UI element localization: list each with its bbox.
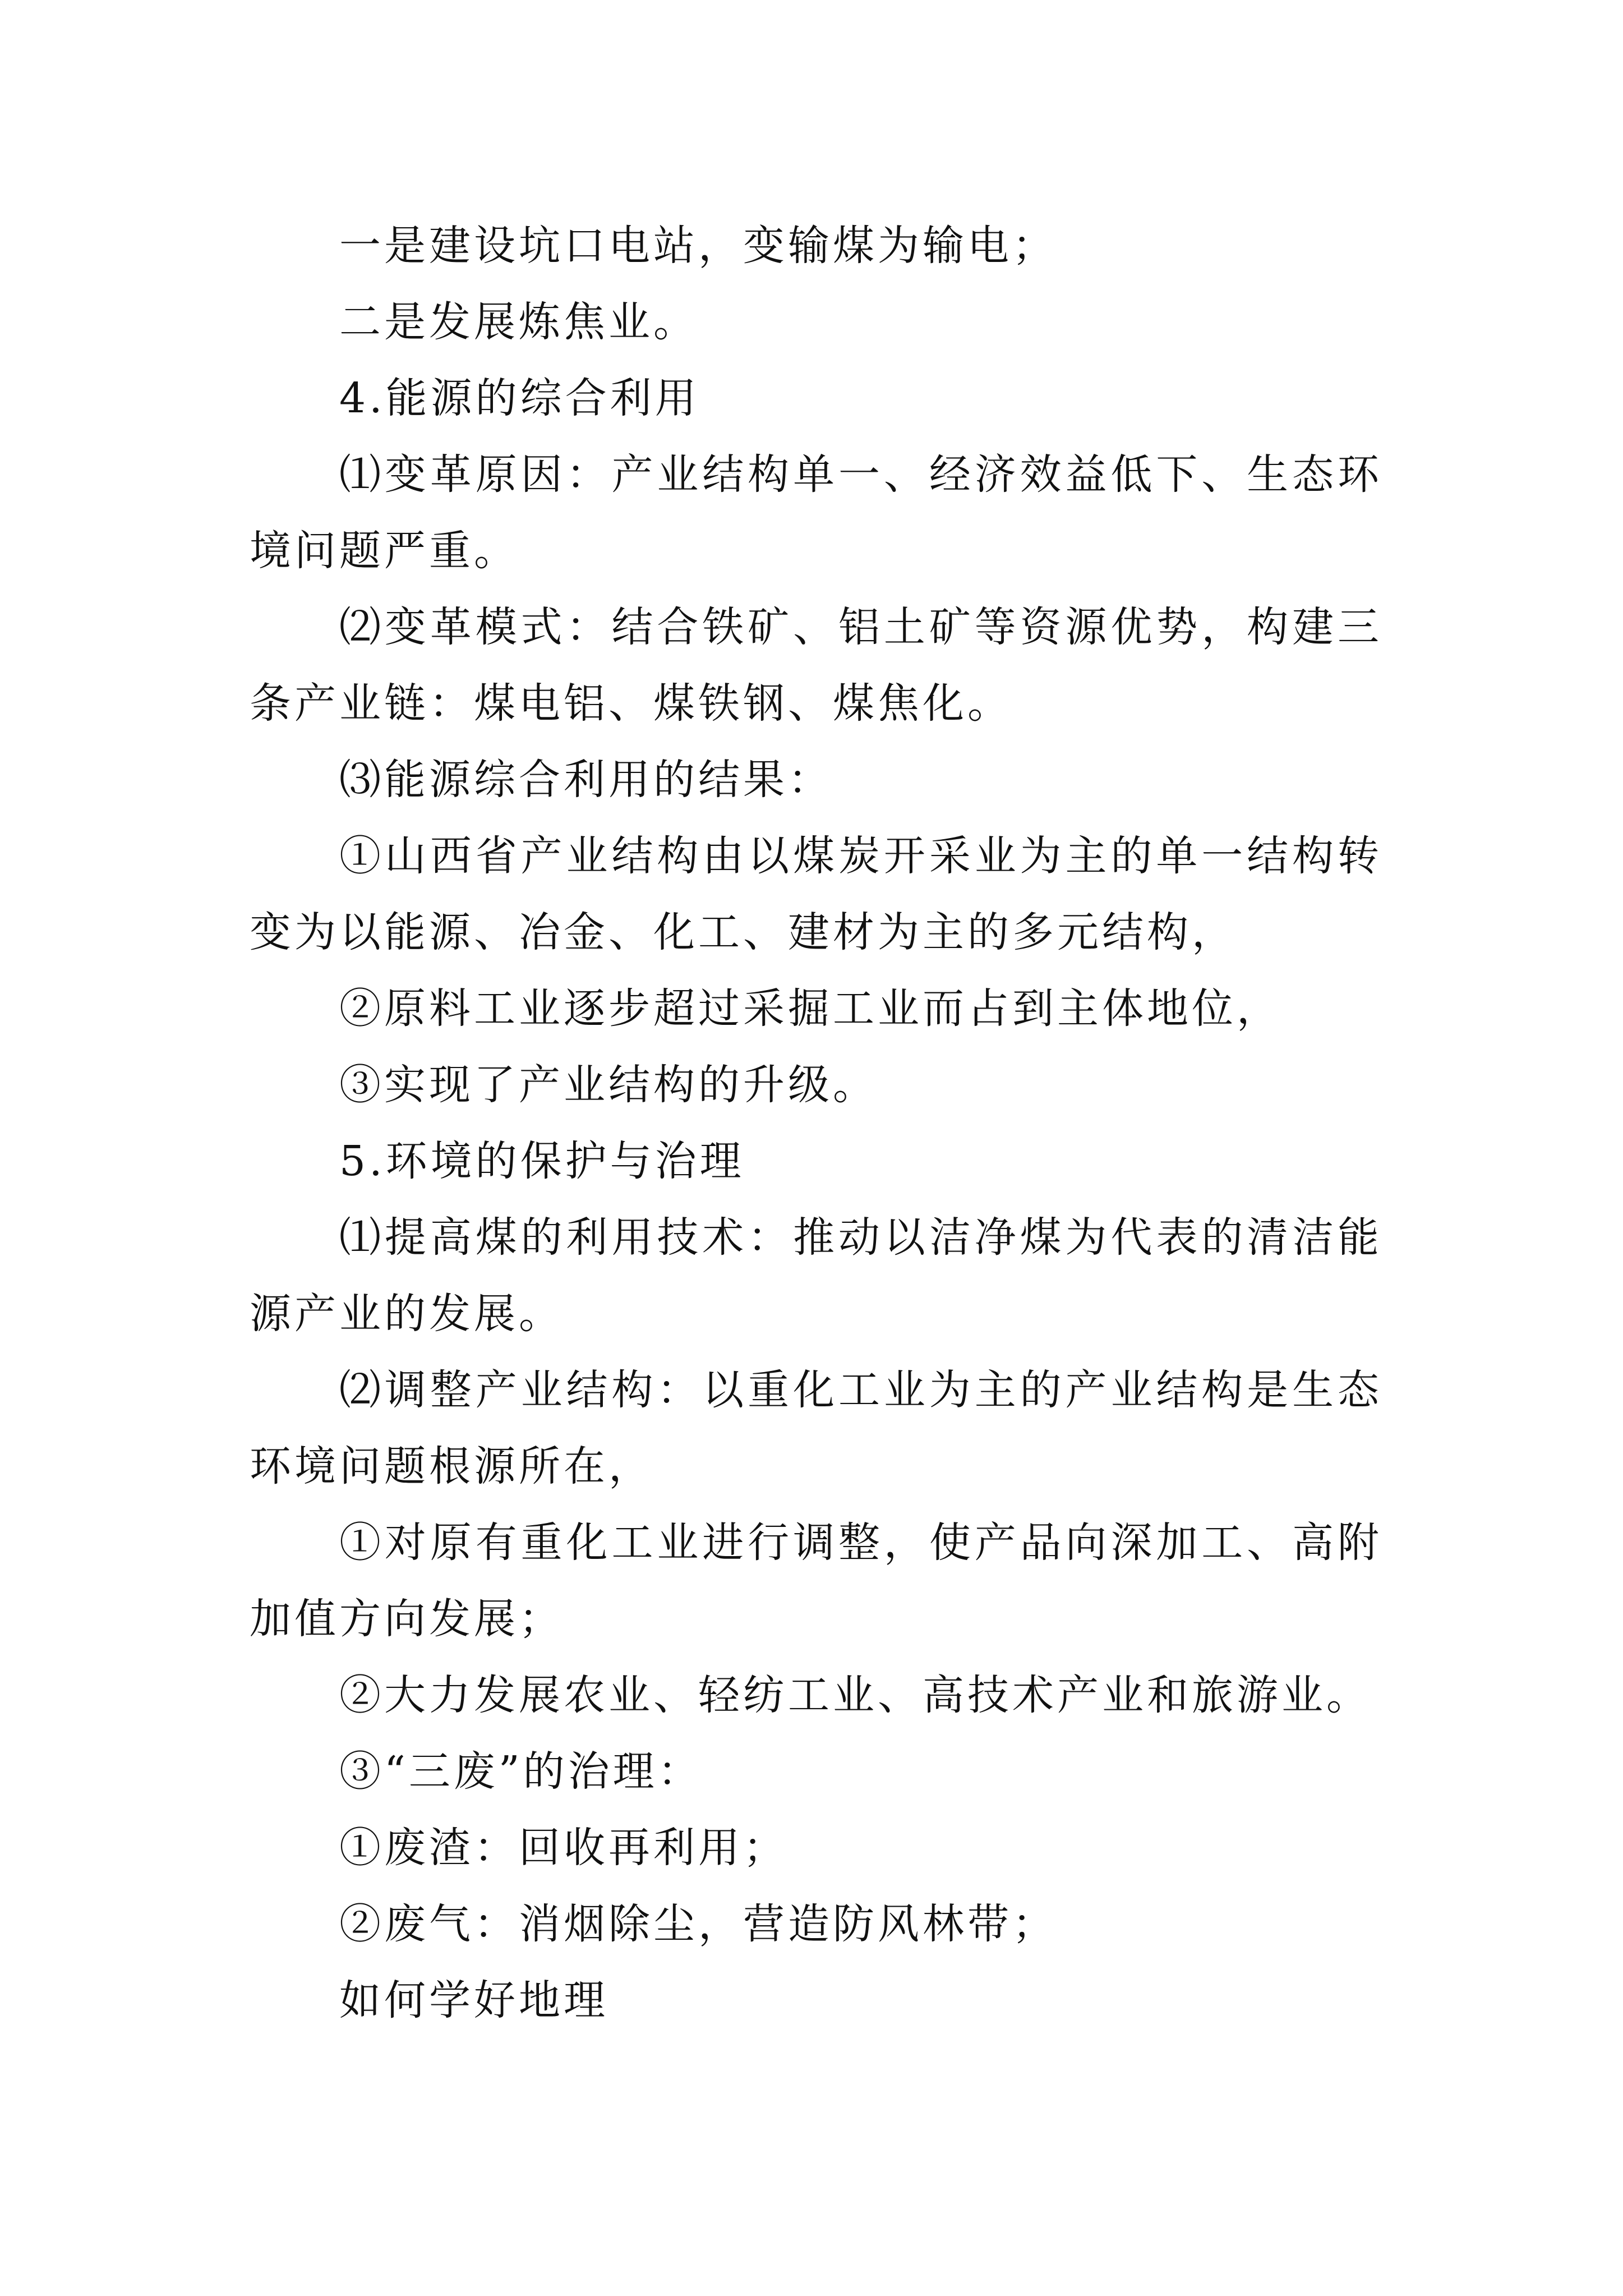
paragraph: ③实现了产业结构的升级。 xyxy=(339,1061,878,1109)
paragraph: ①对原有重化工业进行调整，使产品向深加工、高附加值方向发展； xyxy=(250,1519,1382,1643)
paragraph: 二是发展炼焦业。 xyxy=(339,298,698,346)
paragraph: ②大力发展农业、轻纺工业、高技术产业和旅游业。 xyxy=(339,1671,1371,1719)
paragraph: ①山西省产业结构由以煤炭开采业为主的单一结构转变为以能源、冶金、化工、建材为主的多元结构， xyxy=(250,832,1382,956)
paragraph: 如何学好地理 xyxy=(339,1976,608,2024)
paragraph: ⑵变革模式：结合铁矿、铝土矿等资源优势，构建三条产业链：煤电铝、煤铁钢、煤焦化。 xyxy=(250,603,1382,728)
paragraph: ⑶能源综合利用的结果： xyxy=(339,756,833,804)
paragraph: ⑴提高煤的利用技术：推动以洁净煤为代表的清洁能源产业的发展。 xyxy=(250,1213,1382,1338)
paragraph: ②废气：消烟除尘，营造防风林带； xyxy=(339,1900,1057,1948)
paragraph: ②原料工业逐步超过采掘工业而占到主体地位， xyxy=(339,984,1281,1033)
document-body xyxy=(250,208,1382,2039)
paragraph: ⑴变革原因：产业结构单一、经济效益低下、生态环境问题严重。 xyxy=(250,450,1382,575)
paragraph: ③“三废”的治理： xyxy=(339,1747,703,1796)
section-heading: 5.环境的保护与治理 xyxy=(339,1137,745,1185)
paragraph: ⑵调整产业结构：以重化工业为主的产业结构是生态环境问题根源所在， xyxy=(250,1366,1382,1490)
paragraph: 一是建设坑口电站，变输煤为输电； xyxy=(339,222,1057,270)
paragraph: ①废渣：回收再利用； xyxy=(339,1824,788,1872)
section-heading: 4.能源的综合利用 xyxy=(339,374,700,422)
